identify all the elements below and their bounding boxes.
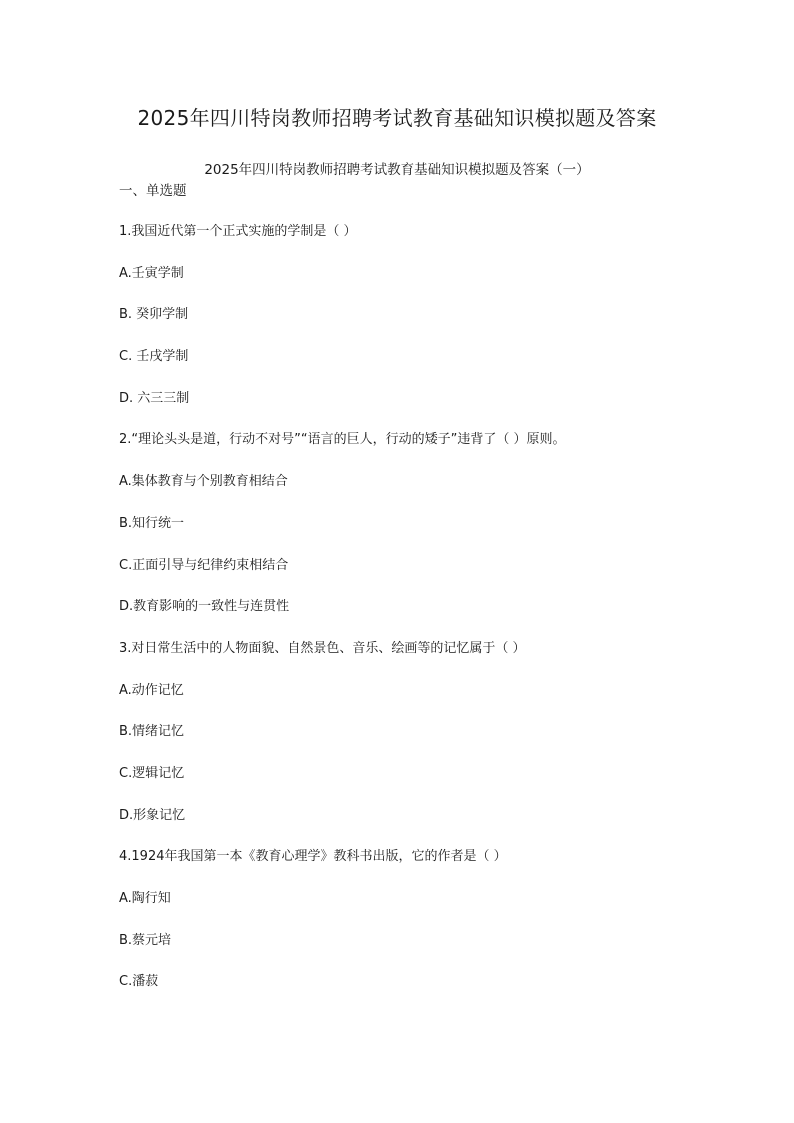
answer-option: B.情绪记忆 [119,724,185,740]
answer-option: C.潘菽 [119,974,159,990]
answer-option: A.壬寅学制 [119,265,184,281]
question-stem: 1.我国近代第一个正式实施的学制是（ ） [119,224,357,239]
answer-option: B.蔡元培 [119,932,172,948]
answer-option: D.形象记忆 [119,807,186,823]
answer-option: B.知行统一 [119,515,185,531]
document-subtitle: 2025年四川特岗教师招聘考试教育基础知识模拟题及答案（一） [204,162,590,178]
answer-option: D. 六三三制 [119,390,190,406]
answer-option: A.集体教育与个别教育相结合 [119,474,288,490]
answer-option: A.动作记忆 [119,682,184,698]
question-stem: 2.“理论头头是道，行动不对号”“语言的巨人，行动的矮子”违背了（ ）原则。 [119,432,566,448]
question-stem: 3.对日常生活中的人物面貌、自然景色、音乐、绘画等的记忆属于（ ） [119,640,526,656]
answer-option: C. 壬戌学制 [119,349,189,365]
answer-option: C.正面引导与纪律约束相结合 [119,557,289,573]
question-stem: 4.1924年我国第一本《教育心理学》教科书出版，它的作者是（ ） [119,849,507,865]
section-heading: 一、单选题 [119,183,187,199]
answer-option: C.逻辑记忆 [119,765,185,781]
answer-option: B. 癸卯学制 [119,307,189,323]
answer-option: A.陶行知 [119,891,171,906]
answer-option: D.教育影响的一致性与连贯性 [119,599,290,615]
question-list [119,222,699,1014]
document-title: 2025年四川特岗教师招聘考试教育基础知识模拟题及答案 [137,106,657,130]
